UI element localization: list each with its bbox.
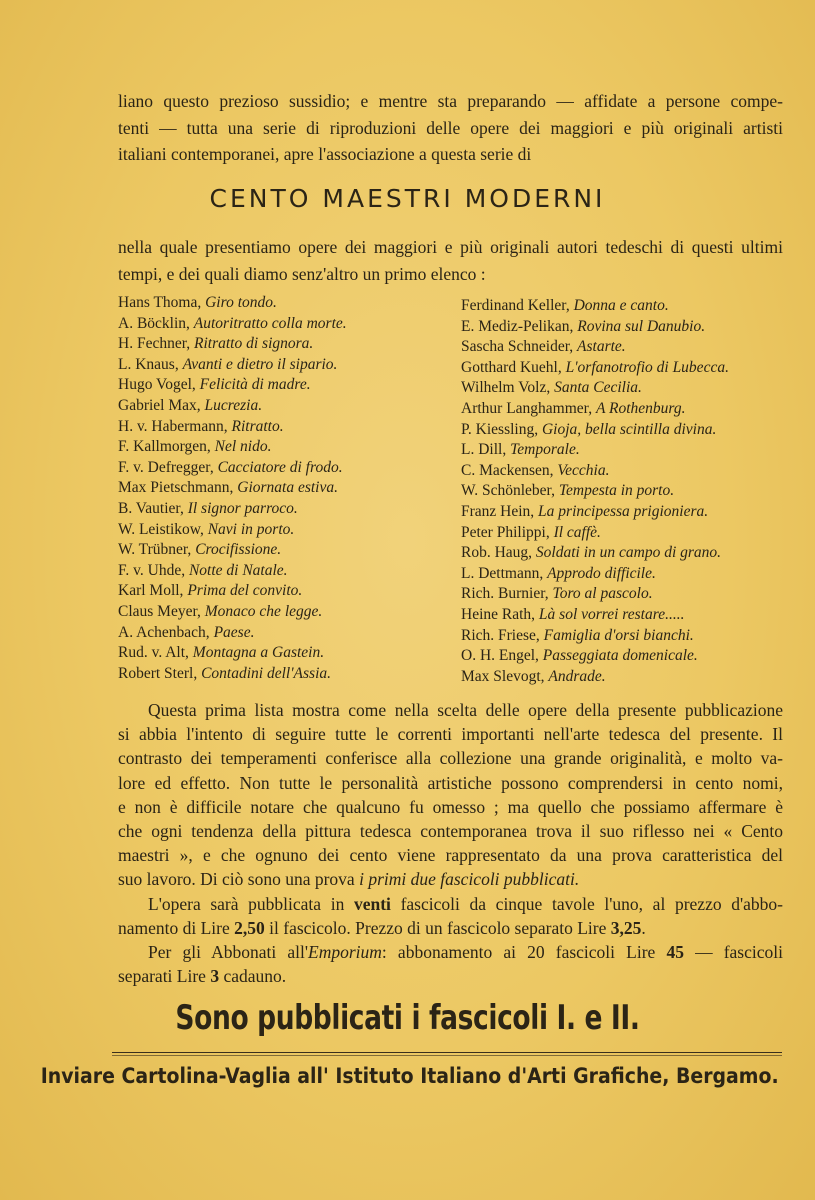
work-entry <box>118 623 448 644</box>
work-entry <box>118 602 448 623</box>
work-entry <box>118 499 448 520</box>
work-entry <box>118 581 448 602</box>
body-line: e non è difficile notare che qualcuno fu omesso ; ma quello che possiamo affermare è <box>118 796 783 817</box>
body-bold: 45 <box>666 942 684 963</box>
intro-paragraph <box>118 88 783 168</box>
body-line: lore ed effetto. Non tutte le personalità artistiche possono comprendersi in cento nomi, <box>118 772 783 793</box>
work-title: Giro tondo. <box>205 294 277 311</box>
work-title: L'orfanotrofio di Lubecca. <box>565 358 729 376</box>
body-text: fascicoli da cinque tavole l'uno, al prezzo d'abbo- <box>390 893 783 914</box>
work-title: Autoritratto colla morte. <box>193 314 347 332</box>
artist-name: Arthur Langhammer, <box>461 399 593 417</box>
work-title: Gioja, bella scintilla divina. <box>541 420 717 438</box>
work-title: Tempesta in porto. <box>558 482 675 500</box>
work-entry <box>461 543 791 564</box>
artist-name: Rob. Haug, <box>461 544 533 562</box>
body-line <box>118 892 783 916</box>
artist-name: L. Dill, <box>461 441 507 459</box>
artist-name: Hugo Vogel, <box>118 376 196 394</box>
work-entry <box>118 334 448 355</box>
intro-line: italiani contemporanei, apre l'associazione a questa serie di <box>118 144 532 164</box>
work-title: Avanti e dietro il sipario. <box>182 355 338 373</box>
work-title: Paese. <box>213 623 255 641</box>
work-entry <box>461 481 791 502</box>
work-title: Temporale. <box>510 441 580 459</box>
work-entry <box>461 646 791 667</box>
work-title: Lucrezia. <box>204 396 263 414</box>
lead-paragraph <box>118 234 783 287</box>
work-entry <box>461 626 791 647</box>
work-entry <box>461 337 791 358</box>
body-bold: 3 <box>210 966 220 987</box>
body-line <box>118 940 783 964</box>
works-list-right <box>461 296 791 687</box>
work-title: Crocifissione. <box>195 541 282 559</box>
artist-name: Franz Hein, <box>461 502 535 520</box>
body-bold: venti <box>353 893 391 914</box>
work-title: Donna e canto. <box>573 297 669 314</box>
work-title: Notte di Natale. <box>188 561 288 579</box>
work-entry <box>461 461 791 482</box>
work-entry <box>118 561 448 582</box>
work-title: Toro al pascolo. <box>552 585 653 603</box>
work-entry <box>461 358 791 379</box>
artist-name: C. Mackensen, <box>461 461 554 479</box>
artist-name: Peter Philippi, <box>461 523 550 541</box>
work-title: Ritratto. <box>231 417 284 435</box>
work-entry <box>118 458 448 479</box>
work-entry <box>461 420 791 441</box>
artist-name: Rich. Burnier, <box>461 585 549 603</box>
divider <box>112 1052 782 1053</box>
artist-name: Sascha Schneider, <box>461 338 574 356</box>
work-title: Felicità di madre. <box>199 376 311 394</box>
work-title: Ritratto di signora. <box>194 335 314 353</box>
artist-name: F. v. Defregger, <box>118 458 214 476</box>
series-heading: CENTO MAESTRI MODERNI <box>209 184 606 213</box>
body-line <box>118 916 783 940</box>
body-text: namento di Lire <box>118 917 235 938</box>
work-entry <box>461 399 791 420</box>
artist-name: O. H. Engel, <box>461 647 539 665</box>
artist-name: L. Dettmann, <box>461 564 544 582</box>
body-text: L'opera sarà pubblicata in <box>148 893 354 914</box>
work-title: Approdo difficile. <box>547 564 656 582</box>
work-entry <box>461 440 791 461</box>
work-title: Andrade. <box>548 667 606 685</box>
body-italic: Emporium <box>308 942 382 963</box>
artist-name: Ferdinand Keller, <box>461 297 570 314</box>
announcement-headline: Sono pubblicati i fascicoli I. e II. <box>175 998 640 1038</box>
body-italic: i primi due fascicoli pubblicati. <box>359 869 580 890</box>
work-title: La principessa prigioniera. <box>538 502 709 520</box>
artist-name: W. Trübner, <box>118 541 192 559</box>
body-line <box>118 867 783 891</box>
work-title: Nel nido. <box>214 438 272 456</box>
artist-name: F. Kallmorgen, <box>118 438 211 456</box>
body-line: maestri », e che ognuno dei cento viene rappresentato da una prova caratteristica del <box>118 845 783 866</box>
work-entry <box>461 502 791 523</box>
body-text: : abbonamento ai 20 fascicoli Lire <box>381 942 667 963</box>
work-entry <box>118 293 448 314</box>
artist-name: Wilhelm Volz, <box>461 379 551 397</box>
artist-name: Max Pietschmann, <box>118 479 234 497</box>
description-text <box>118 698 783 988</box>
work-entry <box>118 664 448 685</box>
intro-line: tenti — tutta una serie di riproduzioni delle opere dei maggiori e più originali artisti <box>118 117 783 138</box>
works-list-left <box>118 293 448 684</box>
work-title: Là sol vorrei restare..... <box>538 605 685 623</box>
artist-name: B. Vautier, <box>118 499 184 517</box>
body-text: separati Lire <box>118 966 211 987</box>
artist-name: P. Kiessling, <box>461 420 539 438</box>
body-text: . <box>641 917 646 938</box>
artist-name: Max Slevogt, <box>461 667 545 685</box>
work-entry <box>118 396 448 417</box>
work-entry <box>461 296 791 317</box>
artist-name: Gabriel Max, <box>118 396 201 414</box>
body-line: che ogni tendenza della pittura tedesca contemporanea trova il suo riflesso nei « Cento <box>118 821 783 842</box>
artist-name: Robert Sterl, <box>118 664 198 682</box>
body-line: contrasto dei temperamenti conferisce alla collezione una grande originalità, e molto va- <box>118 748 783 769</box>
artist-name: Karl Moll, <box>118 582 184 600</box>
work-title: Montagna a Gastein. <box>192 644 325 662</box>
artist-name: H. v. Habermann, <box>118 417 228 435</box>
body-line: si abbia l'intento di seguire tutte le correnti importanti nell'arte tedesca del presente. Il <box>118 724 783 745</box>
work-entry <box>118 355 448 376</box>
artist-name: E. Mediz-Pelikan, <box>461 317 574 335</box>
work-entry <box>118 520 448 541</box>
body-text: il fascicolo. Prezzo di un fascicolo separato Lire <box>264 917 611 938</box>
work-title: Prima del convito. <box>187 582 303 600</box>
work-title: A Rothenburg. <box>595 399 686 417</box>
work-entry <box>461 667 791 688</box>
artist-name: Hans Thoma, <box>118 294 202 311</box>
body-text: suo lavoro. Di ciò sono una prova <box>118 869 360 890</box>
work-entry <box>118 314 448 335</box>
work-entry <box>461 317 791 338</box>
work-title: Monaco che legge. <box>204 602 323 620</box>
artist-name: A. Böcklin, <box>118 314 190 332</box>
intro-line: liano questo prezioso sussidio; e mentre sta preparando — affidate a persone compe- <box>118 91 783 111</box>
divider <box>112 1055 782 1056</box>
work-entry <box>118 478 448 499</box>
lead-line: tempi, e dei quali diamo senz'altro un primo elenco : <box>118 263 486 284</box>
work-title: Cacciatore di frodo. <box>217 458 343 476</box>
work-entry <box>461 523 791 544</box>
artist-name: A. Achenbach, <box>118 623 210 641</box>
work-entry <box>118 417 448 438</box>
body-line <box>118 964 783 988</box>
work-title: Astarte. <box>577 338 626 356</box>
work-entry <box>118 643 448 664</box>
work-title: Il signor parroco. <box>187 499 298 517</box>
body-bold: 3,25 <box>610 917 642 938</box>
body-bold: 2,50 <box>234 917 265 938</box>
work-entry <box>118 437 448 458</box>
work-entry <box>461 378 791 399</box>
work-title: Soldati in un campo di grano. <box>535 544 722 562</box>
work-title: Vecchia. <box>557 461 610 479</box>
work-title: Rovina sul Danubio. <box>577 317 706 335</box>
work-title: Il caffè. <box>553 523 601 541</box>
body-text: cadauno. <box>219 966 287 987</box>
work-entry <box>461 564 791 585</box>
artist-name: F. v. Uhde, <box>118 561 186 579</box>
artist-name: Claus Meyer, <box>118 602 201 620</box>
work-entry <box>461 605 791 626</box>
body-text: Per gli Abbonati all' <box>148 942 309 963</box>
work-title: Giornata estiva. <box>237 479 338 497</box>
work-entry <box>118 540 448 561</box>
work-title: Famiglia d'orsi bianchi. <box>543 626 694 644</box>
artist-name: Rud. v. Alt, <box>118 644 189 662</box>
artist-name: W. Schönleber, <box>461 482 555 500</box>
work-title: Santa Cecilia. <box>554 379 642 397</box>
work-entry <box>461 584 791 605</box>
lead-line: nella quale presentiamo opere dei maggiori e più originali autori tedeschi di questi ultimi <box>118 237 783 257</box>
work-title: Passeggiata domenicale. <box>542 647 698 665</box>
artist-name: Heine Rath, <box>461 605 536 623</box>
artist-name: Gotthard Kuehl, <box>461 358 562 376</box>
artist-name: Rich. Friese, <box>461 626 540 644</box>
work-title: Navi in porto. <box>207 520 295 538</box>
work-title: Contadini dell'Assia. <box>201 664 331 682</box>
artist-name: L. Knaus, <box>118 355 179 373</box>
body-text: — fascicoli <box>683 942 783 963</box>
ordering-instructions: Inviare Cartolina-Vaglia all' Istituto Italiano d'Arti Grafiche, Bergamo. <box>40 1064 779 1088</box>
body-line: Questa prima lista mostra come nella scelta delle opere della presente pubblicazione <box>148 700 783 720</box>
work-entry <box>118 375 448 396</box>
artist-name: W. Leistikow, <box>118 520 204 538</box>
artist-name: H. Fechner, <box>118 335 191 353</box>
